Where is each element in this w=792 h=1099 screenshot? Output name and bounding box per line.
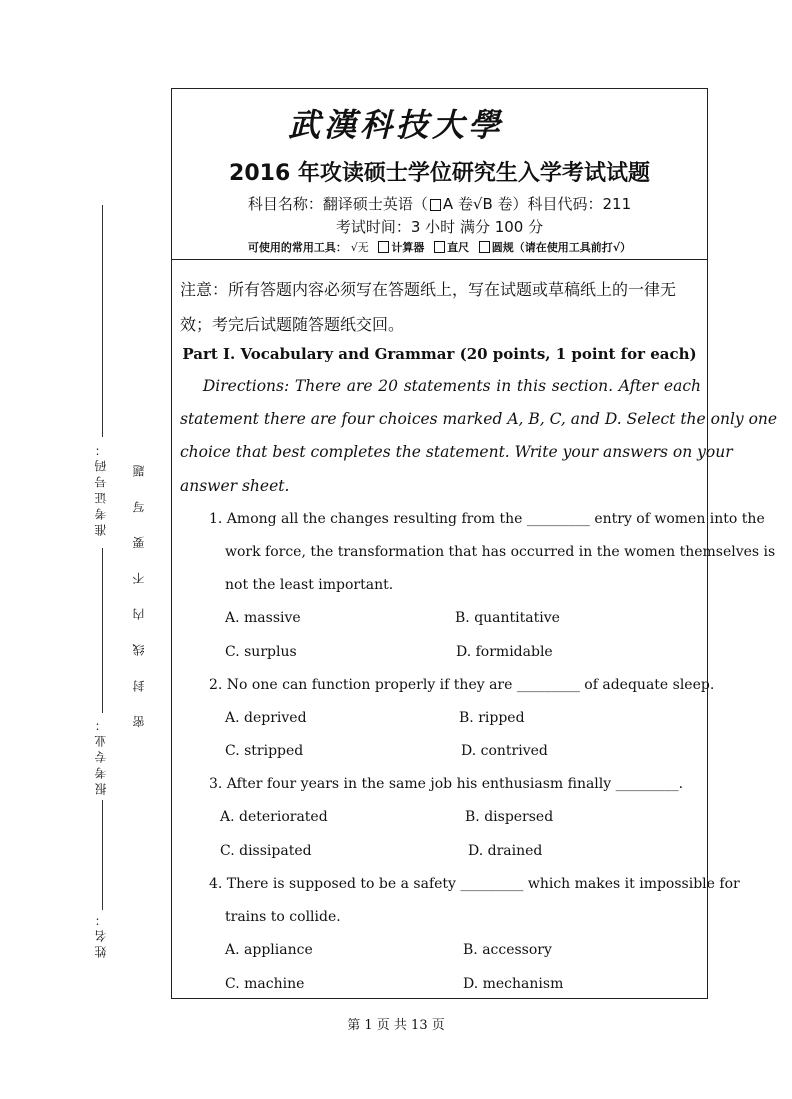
q4-option-c: C. machine (225, 976, 305, 992)
q2-option-a: A. deprived (225, 710, 307, 726)
check-mark-icon: √ (472, 195, 483, 213)
name-blank-line (102, 800, 103, 910)
major-label: 报考专业： (94, 715, 108, 795)
university-logo: 武漢科技大學 (287, 106, 504, 144)
tools-prefix: 可使用的常用工具： (247, 241, 347, 254)
notice-line-1: 注意：所有答题内容必须写在答题纸上，写在试题或草稿纸上的一律无 (180, 280, 677, 299)
checkbox-compass (479, 241, 490, 253)
directions-line-1: Directions: There are 20 statements in this section. After each (180, 377, 701, 395)
directions-line-3: choice that best completes the statement. Write your answers on your (180, 443, 733, 461)
exam-id-label: 准考证号码： (94, 440, 108, 536)
tool-ruler: 直尺 (447, 241, 470, 254)
q2-line-1: 2. No one can function properly if they are _________ of adequate sleep. (209, 677, 715, 693)
q1-option-c: C. surplus (225, 644, 297, 660)
header-divider (171, 259, 708, 260)
subject-prefix: 科目名称：翻译硕士英语（ (247, 195, 428, 213)
q4-option-d: D. mechanism (463, 976, 564, 992)
q4-line-2: trains to collide. (225, 909, 341, 925)
q1-line-1: 1. Among all the changes resulting from the _________ entry of women into the (209, 511, 765, 527)
exam-time: 考试时间：3 小时 满分 100 分 (335, 218, 544, 236)
major-blank-line (102, 548, 103, 713)
q1-option-d: D. formidable (456, 644, 553, 660)
directions-line-4: answer sheet. (180, 477, 290, 495)
q4-line-1: 4. There is supposed to be a safety _________ which makes it impossible for (209, 876, 740, 892)
exam-title: 2016 年攻读硕士学位研究生入学考试试题 (229, 161, 650, 186)
q1-line-2: work force, the transformation that has occurred in the women themselves is (225, 544, 776, 560)
subject-line (171, 193, 708, 214)
q3-option-c: C. dissipated (220, 843, 312, 859)
q1-line-3: not the least important. (225, 577, 394, 593)
q4-option-a: A. appliance (225, 942, 313, 958)
tool-compass: 圆规（请在使用工具前打√） (491, 241, 632, 254)
notice-line-2: 效；考完后试题随答题纸交回。 (180, 315, 405, 334)
checkbox-a (430, 199, 441, 211)
q1-option-b: B. quantitative (455, 610, 560, 626)
q4-option-b: B. accessory (463, 942, 552, 958)
directions-line-2: statement there are four choices marked A, B, C, and D. Select the only one (180, 410, 778, 428)
q2-option-c: C. stripped (225, 743, 304, 759)
exam-id-blank-line (102, 205, 103, 437)
subject-a: A 卷 (442, 195, 473, 213)
q3-line-1: 3. After four years in the same job his enthusiasm finally _________. (209, 776, 684, 792)
page-number: 第 1 页 共 13 页 (347, 1018, 445, 1033)
name-label: 姓名： (94, 910, 108, 958)
q2-option-b: B. ripped (459, 710, 525, 726)
part1-heading: Part I. Vocabulary and Grammar (20 points, 1 point for each) (182, 345, 697, 363)
q2-option-d: D. contrived (461, 743, 548, 759)
q1-option-a: A. massive (225, 610, 301, 626)
tool-calc: 计算器 (391, 241, 425, 254)
subject-b: B 卷）科目代码：211 (482, 195, 632, 213)
q3-option-a: A. deteriorated (220, 809, 328, 825)
q3-option-d: D. drained (468, 843, 543, 859)
tool-none: √无 (350, 241, 369, 254)
no-write-notice: 密 封 线 内 不 要 写 题 (132, 455, 146, 728)
tools-line (171, 239, 708, 255)
checkbox-calc (378, 241, 389, 253)
q3-option-b: B. dispersed (465, 809, 554, 825)
checkbox-ruler (434, 241, 445, 253)
